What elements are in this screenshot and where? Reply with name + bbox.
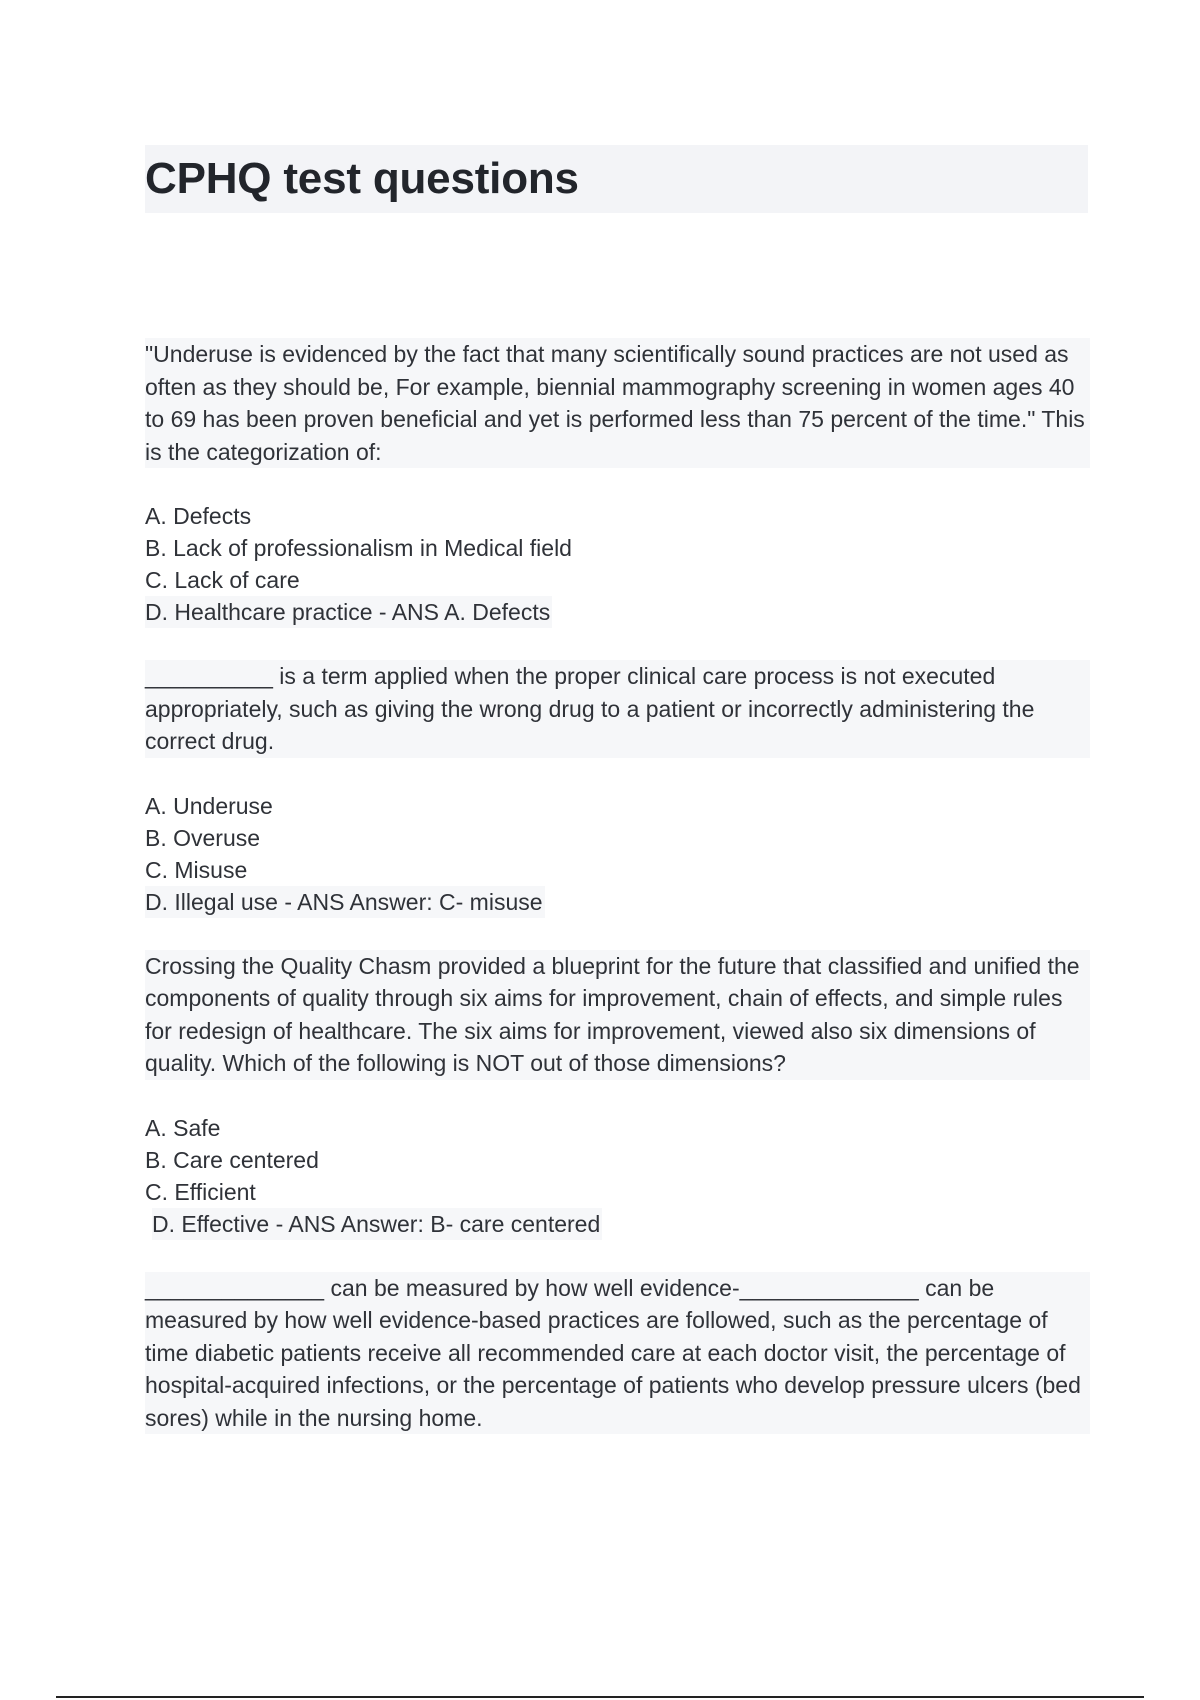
question-4-stem-part-2: can be measured by how well evidence-based practices are followed, such as the percentage of time diabetic patients receive all recommended care at each doctor visit, the percentage of hospital-acquired infections, or the percentage of patients who develop pressure ulcers (bed sores) while in the nursing home. <box>145 1274 1081 1431</box>
question-1-option-c: C. Lack of care <box>145 567 300 593</box>
question-2-options <box>145 790 1095 918</box>
spacer <box>145 1080 1095 1112</box>
question-1-answer-text: D. Healthcare practice - ANS A. Defects <box>145 596 552 628</box>
question-3-option-c: C. Efficient <box>145 1178 256 1205</box>
question-1-options <box>145 500 1095 628</box>
spacer <box>145 1240 1095 1272</box>
spacer <box>145 918 1095 950</box>
question-3-option-b: B. Care centered <box>145 1146 319 1173</box>
question-4-blank-2: ______________ <box>739 1274 919 1301</box>
question-3-option-d-answer <box>145 1208 1095 1240</box>
question-1-stem: "Underuse is evidenced by the fact that many scientifically sound practices are not used as often as they should be, For example, biennial mammography screening in women ages 40 to 69 has been proven beneficial and yet is performed less than 75 percent of the time." This is the categorization of: <box>145 338 1090 468</box>
question-1-option-a: A. Defects <box>145 503 252 529</box>
question-2-blank: __________ <box>145 663 273 689</box>
question-2 <box>145 660 1095 918</box>
question-3-stem: Crossing the Quality Chasm provided a blueprint for the future that classified and unified the components of quality through six aims for improvement, chain of effects, and simple rules for redesign of healthcare. The six aims for improvement, viewed also six dimensions of quality. Which of the following is NOT out of those dimensions? <box>145 950 1090 1080</box>
question-1-option-b: B. Lack of professionalism in Medical field <box>145 535 572 561</box>
question-2-stem <box>145 660 1090 758</box>
question-2-answer-text: D. Illegal use - ANS Answer: C- misuse <box>145 886 545 918</box>
question-2-option-b: B. Overuse <box>145 824 261 851</box>
question-2-stem-text: is a term applied when the proper clinical care process is not executed appropriately, such as giving the wrong drug to a patient or incorrectly administering the correct drug. <box>145 663 1035 754</box>
question-3-option-a: A. Safe <box>145 1114 221 1141</box>
question-4-blank-1: ______________ <box>145 1274 325 1301</box>
footer-divider <box>56 1696 1144 1698</box>
question-1 <box>145 338 1095 628</box>
spacer <box>145 468 1095 500</box>
page-title: CPHQ test questions <box>145 154 579 203</box>
question-4 <box>145 1272 1095 1435</box>
question-2-option-c: C. Misuse <box>145 856 248 883</box>
question-1-option-d-answer <box>145 596 1095 628</box>
question-3-answer-text: D. Effective - ANS Answer: B- care centered <box>152 1208 602 1240</box>
question-2-option-a: A. Underuse <box>145 792 273 819</box>
question-3-options <box>145 1112 1095 1240</box>
question-3 <box>145 950 1095 1240</box>
question-2-option-d-answer <box>145 886 1095 918</box>
spacer <box>145 628 1095 660</box>
question-4-stem <box>145 1272 1090 1435</box>
spacer <box>145 758 1095 790</box>
question-4-stem-part-1: can be measured by how well evidence- <box>324 1274 740 1301</box>
question-list <box>145 338 1095 1434</box>
